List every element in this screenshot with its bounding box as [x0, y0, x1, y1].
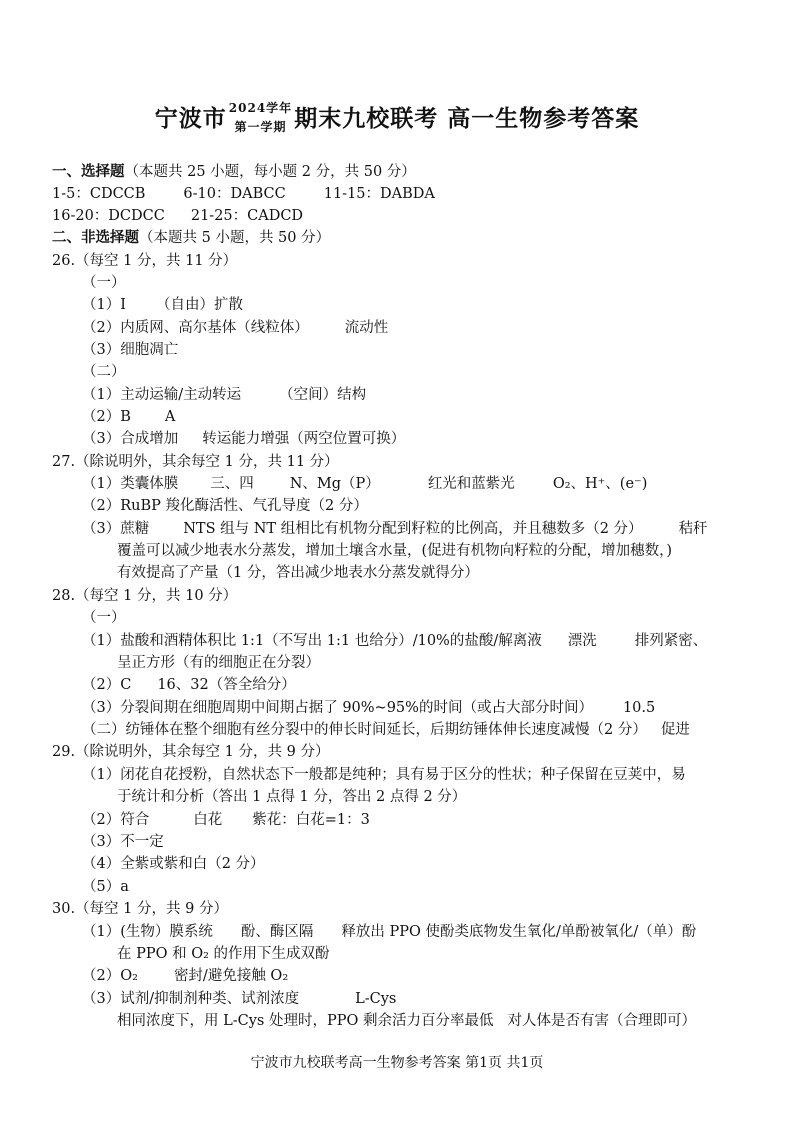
- q30-3-answer-b: 密封/避免接触 O₂: [173, 968, 289, 984]
- q28-1-answer-c: 排列紧密、: [634, 633, 708, 649]
- q26-5-answer-a: （2）B: [82, 409, 131, 425]
- q28-line-1: [82, 631, 707, 651]
- q27-line-3: [82, 519, 708, 539]
- q28-line-4: [82, 698, 655, 718]
- page-footer: 宁波市九校联考高一生物参考答案 第1页 共1页: [250, 1055, 544, 1071]
- q27-1-answer-b: 三、四: [210, 476, 254, 492]
- q29-3-answer-b: 白花: [193, 812, 223, 828]
- q26-line-1: [82, 295, 243, 315]
- q27-line-1: [82, 474, 647, 494]
- q28-3-answer-b: 16、32（答全给分）: [157, 677, 296, 693]
- q30-1-answer-b: 酚、酶区隔: [240, 924, 314, 940]
- q29-3-answer-a: （2）符合: [82, 812, 150, 828]
- q27-line-5: 有效提高了产量（1 分，答出减少地表水分蒸发就得分）: [117, 565, 479, 581]
- q26-line-4: [82, 385, 366, 405]
- q26-6-answer-a: （3）合成增加: [82, 431, 179, 447]
- q30-line-4: [82, 989, 396, 1009]
- mc-answer-11-15: 11-15：DABDA: [323, 186, 435, 202]
- q28-3-answer-a: （2）C: [82, 677, 132, 693]
- q28-heading: 28.（每空 1 分，共 10 分）: [52, 588, 238, 604]
- q28-1-answer-a: （1）盐酸和酒精体积比 1:1（不写出 1:1 也给分）/10%的盐酸/解离液: [82, 633, 542, 649]
- title-city: 宁波市: [154, 105, 227, 132]
- q28-line-5: [82, 720, 690, 740]
- section1-heading: 一、选择题: [52, 163, 125, 180]
- q26-5-answer-b: A: [164, 409, 176, 425]
- section2-note: （本题共 5 小题，共 50 分）: [139, 230, 331, 246]
- q29-line-6: （5）a: [82, 879, 129, 895]
- q30-1-answer-a: （1）(生物）膜系统: [82, 924, 213, 940]
- q26-heading: 26.（每空 1 分，共 11 分）: [52, 253, 238, 269]
- q27-3-answer-a: （3）蔗糖: [82, 521, 150, 537]
- q28-line-2: 呈正方形（有的细胞正在分裂）: [117, 655, 320, 671]
- q28-1-answer-b: 漂洗: [567, 633, 597, 649]
- q29-3-answer-c: 紫花：白花=1：3: [252, 812, 370, 828]
- mc-answer-21-25: 21-25：CADCD: [190, 208, 304, 224]
- q29-line-3: [82, 810, 370, 830]
- q30-line-2: 在 PPO 和 O₂ 的作用下生成双酚: [117, 946, 330, 962]
- q30-5-answer-b: 对人体是否有害（合理即可）: [507, 1013, 696, 1029]
- q28-5-answer-a: （二）纺锤体在整个细胞有丝分裂中的伸长时间延长，后期纺锤体伸长速度减慢（2 分）: [82, 722, 647, 738]
- mc-answer-1-5: 1-5：CDCCB: [52, 186, 146, 202]
- mc-answer-16-20: 16-20：DCDCC: [52, 208, 165, 224]
- mc-answer-6-10: 6-10：DABCC: [183, 186, 286, 202]
- q30-1-answer-c: 释放出 PPO 使酚类底物发生氧化/单酚被氧化/（单）酚: [341, 924, 697, 940]
- q29-line-4: （3）不一定: [82, 834, 164, 850]
- q28-part1-label: （一）: [82, 610, 126, 626]
- section1-heading-line: [52, 162, 416, 182]
- q28-5-answer-b: 促进: [660, 722, 690, 738]
- mc-answers-line-1: [52, 184, 435, 204]
- q26-4-answer-b: （空间）结构: [279, 387, 367, 403]
- q27-1-answer-d: 红光和蓝紫光: [427, 476, 515, 492]
- page-title: [0, 100, 794, 139]
- q27-heading: 27.（除说明外，其余每空 1 分，共 11 分）: [52, 454, 339, 470]
- section2-heading: 二、非选择题: [52, 229, 139, 246]
- q26-part2-label: （二）: [82, 364, 126, 380]
- q26-line-2: [82, 318, 388, 338]
- q27-3-answer-b: NTS 组与 NT 组相比有机物分配到籽粒的比例高，并且穗数多（2 分）: [183, 521, 643, 537]
- q26-6-answer-b: 转运能力增强（两空位置可换）: [202, 431, 406, 447]
- title-year: 2024学年: [228, 101, 293, 115]
- mc-answers-line-2: [52, 206, 303, 226]
- q30-line-5: [117, 1011, 696, 1031]
- q30-3-answer-a: （2）O₂: [82, 968, 138, 984]
- q29-line-5: （4）全紫或紫和白（2 分）: [82, 856, 265, 872]
- title-rest: 期末九校联考 高一生物参考答案: [294, 105, 640, 132]
- q30-line-1: [82, 922, 696, 942]
- q28-line-3: [82, 675, 296, 695]
- q27-1-answer-c: N、Mg（P）: [289, 476, 380, 492]
- q27-1-answer-a: （1）类囊体膜: [82, 476, 179, 492]
- q26-2-answer-b: 流动性: [344, 320, 389, 336]
- q30-4-answer-b: L-Cys: [355, 991, 397, 1007]
- q26-line-5: [82, 407, 175, 427]
- q29-line-2: 于统计和分析（答出 1 点得 1 分，答出 2 点得 2 分）: [117, 789, 467, 805]
- q30-line-3: [82, 966, 288, 986]
- q29-heading: 29.（除说明外，其余每空 1 分，共 9 分）: [52, 744, 330, 760]
- title-term: 第一学期: [234, 120, 287, 134]
- q26-line-6: [82, 429, 405, 449]
- q30-heading: 30.（每空 1 分，共 9 分）: [52, 901, 228, 917]
- title-year-term: [229, 99, 292, 137]
- q29-line-1: （1）闭花自花授粉，自然状态下一般都是纯种；具有易于区分的性状；种子保留在豆荚中，易: [82, 767, 686, 783]
- q27-line-4: 覆盖可以减少地表水分蒸发，增加土壤含水量，(促进有机物向籽粒的分配，增加穗数，): [117, 543, 673, 559]
- q26-4-answer-a: （1）主动运输/主动转运: [82, 387, 242, 403]
- q26-1-answer-b: （自由）扩散: [155, 297, 243, 313]
- q30-4-answer-a: （3）试剂/抑制剂种类、试剂浓度: [82, 991, 300, 1007]
- q28-4-answer-b: 10.5: [622, 700, 656, 716]
- q27-3-answer-c: 秸秆: [678, 521, 708, 537]
- q27-line-2: （2）RuBP 羧化酶活性、气孔导度（2 分）: [82, 498, 368, 514]
- q26-1-answer-a: （1）I: [82, 297, 126, 313]
- q28-4-answer-a: （3）分裂间期在细胞周期中间期占据了 90%~95%的时间（或占大部分时间）: [82, 700, 593, 716]
- section2-heading-line: [52, 228, 330, 248]
- section1-note: （本题共 25 小题，每小题 2 分，共 50 分）: [124, 164, 416, 180]
- q27-1-answer-e: O₂、H⁺、(e⁻): [552, 476, 648, 492]
- q26-part1-label: （一）: [82, 275, 126, 291]
- q26-line-3: （3）细胞凋亡: [82, 342, 179, 358]
- q26-2-answer-a: （2）内质网、高尔基体（线粒体）: [82, 320, 309, 336]
- q30-5-answer-a: 相同浓度下，用 L-Cys 处理时，PPO 剩余活力百分率最低: [117, 1013, 494, 1029]
